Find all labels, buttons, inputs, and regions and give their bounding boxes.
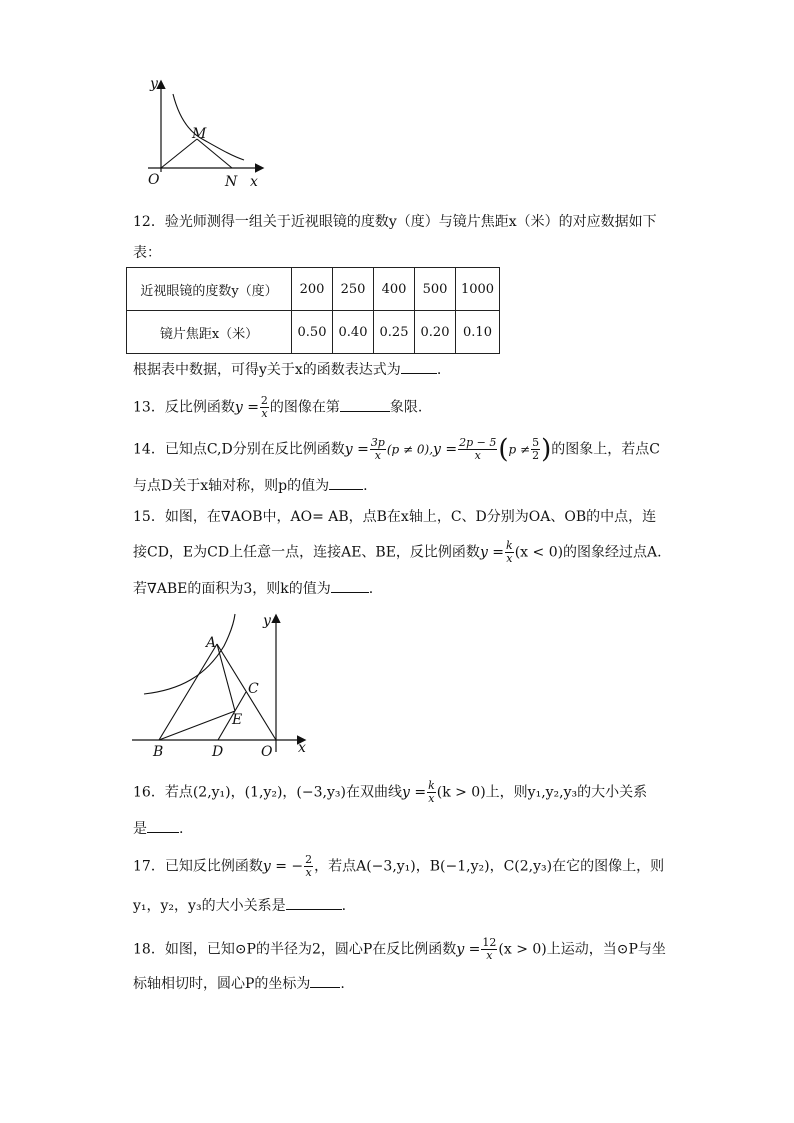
table-cell: 0.50 [292, 311, 333, 354]
paren-open: ( [498, 434, 509, 465]
q12-line3 [133, 359, 441, 380]
q16-pre: 若点(2,y₁)，(1,y₂)，(−3,y₃)在双曲线 [164, 784, 402, 801]
label-x: x [250, 174, 258, 190]
q15-answer-blank[interactable] [331, 578, 369, 593]
q18-fraction [481, 937, 497, 962]
q16-fraction [427, 780, 436, 805]
table-cell: 400 [374, 268, 415, 311]
segment-om [161, 139, 197, 168]
label-m: M [192, 126, 207, 142]
label-n: N [225, 174, 238, 190]
q16-line1 [133, 780, 647, 805]
q18-end: . [340, 976, 345, 992]
fraction-numerator: k [428, 779, 435, 792]
q18-post: (x > 0)上运动，当⊙P与坐 [498, 941, 666, 958]
q18-line2 [133, 973, 345, 994]
q12-answer-blank[interactable] [401, 359, 437, 374]
table-row [127, 311, 500, 354]
table-cell: 200 [292, 268, 333, 311]
segment-ae [217, 644, 235, 711]
q15-text2: 接CD，E为CD上任意一点，连接AE、BE，反比例函数 [133, 544, 480, 561]
q18-pre: 如图，已知⊙P的半径为2，圆心P在反比例函数 [164, 941, 457, 958]
q17-line2 [133, 895, 346, 916]
segment-ab [159, 644, 217, 740]
q14-line2 [133, 475, 368, 496]
fraction-numerator: 2p − 5 [459, 436, 497, 449]
q13-pre: 反比例函数 [164, 399, 235, 416]
q12-text2: 表： [133, 245, 161, 261]
q14-f2-cond-fraction [531, 437, 540, 462]
table-row [127, 268, 500, 311]
q15-text1: 如图，在∇AOB中，AO= AB，点B在x轴上，C、D分别为OA、OB的中点，连 [164, 509, 657, 525]
fraction-denominator: x [428, 792, 435, 805]
q18-number: 18． [133, 941, 165, 958]
q14-f1-condition: (p ≠ 0), [386, 442, 434, 457]
q15-fraction [505, 540, 514, 565]
table-header-cell: 镜片焦距x（米） [127, 311, 292, 354]
table-cell: 0.10 [456, 311, 500, 354]
q15-line3 [133, 578, 373, 599]
q16-post: (k > 0)上，则y₁,y₂,y₃的大小关系 [436, 784, 648, 801]
figure-triangle-aob [128, 606, 318, 760]
q13-func-lhs: y = [234, 399, 259, 416]
table-cell: 0.40 [333, 311, 374, 354]
q13-fraction [260, 395, 269, 420]
fraction-denominator: x [261, 407, 268, 420]
label-c: C [248, 681, 259, 697]
label-d: D [212, 744, 224, 760]
q14-f1-lhs: y = [344, 441, 369, 458]
label-x: x [298, 740, 306, 756]
table-cell: 0.25 [374, 311, 415, 354]
figure-hyperbola-omn [140, 72, 280, 194]
segment-be [159, 711, 235, 740]
q16-answer-blank[interactable] [147, 818, 179, 833]
q17-pre: 已知反比例函数 [164, 858, 263, 875]
fraction-denominator: x [305, 866, 312, 879]
paren-close: ) [541, 434, 552, 465]
q13-post: 象限. [389, 399, 423, 416]
q13-number: 13． [133, 399, 165, 416]
q17-func-lhs: y = − [262, 858, 304, 875]
q18-line1 [133, 937, 666, 962]
q16-number: 16． [133, 784, 165, 801]
q17-answer-blank[interactable] [286, 895, 342, 910]
q12-line2 [133, 243, 161, 263]
table-cell: 1000 [456, 268, 500, 311]
label-e: E [232, 712, 243, 728]
fraction-numerator: 12 [482, 936, 497, 949]
fraction-denominator: x [486, 949, 493, 962]
q14-f2-condition: p ≠ [508, 442, 531, 457]
q13-answer-blank[interactable] [340, 397, 390, 412]
table-cell: 0.20 [415, 311, 456, 354]
q12-number: 12． [133, 214, 165, 230]
fraction-numerator: 3p [370, 436, 385, 449]
q15-func-lhs: y = [479, 544, 505, 561]
q13-line [133, 395, 422, 420]
fraction-denominator: x [506, 552, 513, 565]
q14-f2-fraction [458, 437, 497, 462]
q15-line1 [133, 507, 656, 527]
fraction-numerator: 5 [532, 436, 540, 449]
fraction-denominator: 2 [532, 449, 540, 462]
q16-text2: 是 [133, 821, 147, 837]
table-cell: 250 [333, 268, 374, 311]
q15-end: . [368, 581, 374, 597]
q16-line2 [133, 818, 183, 839]
q14-answer-blank[interactable] [329, 475, 363, 490]
q14-post: 的图象上，若点C [551, 441, 660, 458]
label-b: B [153, 744, 164, 760]
label-o: O [261, 744, 273, 760]
q18-func-lhs: y = [456, 941, 481, 958]
q14-end: . [363, 478, 368, 494]
label-a: A [206, 635, 217, 651]
q13-mid: 的图像在第 [269, 399, 340, 416]
fraction-numerator: 2 [260, 394, 268, 407]
q17-end: . [341, 898, 347, 914]
table-header-cell: 近视眼镜的度数y（度） [127, 268, 292, 311]
label-o: O [148, 172, 160, 188]
q15-text2-post: (x < 0)的图象经过点A. [514, 544, 662, 561]
hyperbola-curve [144, 614, 235, 694]
q14-text2: 与点D关于x轴对称，则p的值为 [133, 478, 330, 494]
segment-mn [197, 139, 232, 168]
q14-f2-lhs: y = [433, 441, 458, 458]
q17-line1 [133, 854, 664, 879]
label-y: y [150, 76, 158, 92]
q17-text2: y₁，y₂，y₃的大小关系是 [133, 898, 286, 914]
q16-end: . [179, 821, 184, 837]
q12-text1: 验光师测得一组关于近视眼镜的度数y（度）与镜片焦距x（米）的对应数据如下 [164, 214, 657, 230]
q14-line1 [133, 434, 660, 465]
q14-pre: 已知点C,D分别在反比例函数 [164, 441, 345, 458]
q14-number: 14． [133, 441, 165, 458]
q17-post: ，若点A(−3,y₁)，B(−1,y₂)，C(2,y₃)在它的图像上，则 [314, 858, 665, 875]
fraction-denominator: x [374, 449, 381, 462]
fraction-denominator: x [474, 449, 481, 462]
q15-line2 [133, 540, 662, 565]
q16-func-lhs: y = [401, 784, 427, 801]
fraction-numerator: 2 [305, 853, 313, 866]
q18-answer-blank[interactable] [310, 973, 340, 988]
q15-text3: 若∇ABE的面积为3，则k的值为 [133, 581, 331, 597]
q15-number: 15． [133, 509, 165, 525]
q12-line1 [133, 212, 657, 232]
q14-f1-fraction [370, 437, 386, 462]
table-cell: 500 [415, 268, 456, 311]
q17-fraction [304, 854, 313, 879]
q17-number: 17． [133, 858, 165, 875]
fraction-numerator: k [506, 539, 513, 552]
q12-data-table [126, 267, 500, 354]
label-y: y [263, 613, 271, 629]
q12-text3: 根据表中数据，可得y关于x的函数表达式为 [133, 362, 401, 378]
q18-text2: 标轴相切时，圆心P的坐标为 [133, 976, 311, 992]
q12-end: . [436, 362, 442, 378]
